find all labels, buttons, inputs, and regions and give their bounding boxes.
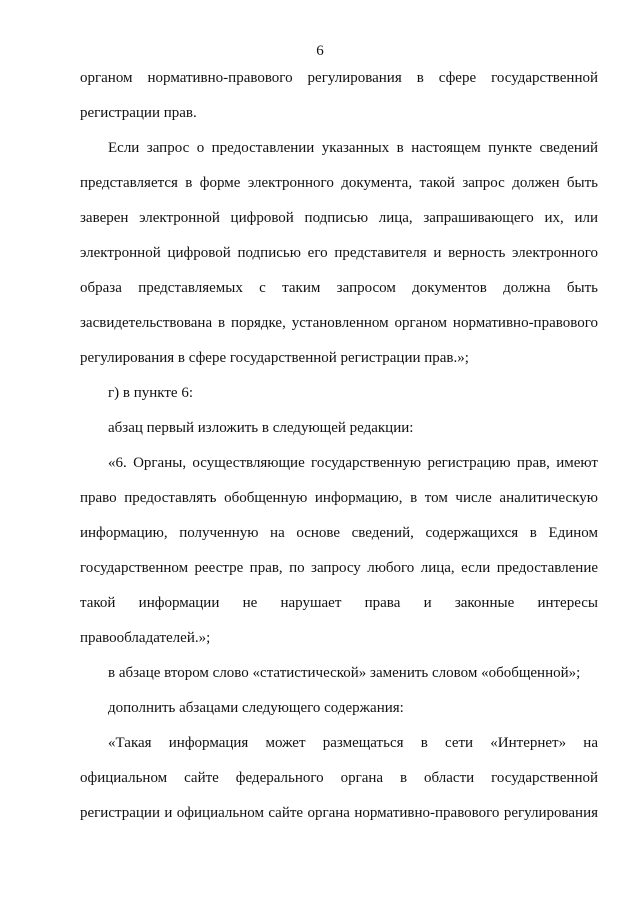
text-line-3: Если запрос о предоставлении указанных в настоящем пункте сведений [108, 140, 598, 156]
text-line-8: засвидетельствована в порядке, установленном органом нормативно-правового [80, 315, 598, 331]
text-line-11: абзац первый изложить в следующей редакции: [108, 420, 414, 436]
text-line-12: «6. Органы, осуществляющие государственную регистрацию прав, имеют [108, 455, 598, 471]
text-line-9: регулирования в сфере государственной регистрации прав.»; [80, 350, 469, 366]
text-line-7: образа представляемых с таким запросом документов должна быть [80, 280, 598, 296]
text-line-4: представляется в форме электронного документа, такой запрос должен быть [80, 175, 598, 191]
text-line-6: электронной цифровой подписью его представителя и верность электронного [80, 245, 598, 261]
text-line-10: г) в пункте 6: [108, 385, 194, 401]
page-number: 6 [316, 43, 324, 59]
text-line-15: государственном реестре прав, по запросу любого лица, если предоставление [80, 560, 598, 576]
text-line-22: регистрации и официальном сайте органа нормативно-правового регулирования [80, 805, 598, 821]
text-line-13: право предоставлять обобщенную информацию, в том числе аналитическую [80, 490, 598, 506]
text-line-20: «Такая информация может размещаться в сети «Интернет» на [108, 735, 598, 751]
text-line-16: такой информации не нарушает права и законные интересы [80, 595, 598, 611]
text-line-17: правообладателей.»; [80, 630, 211, 646]
text-line-5: заверен электронной цифровой подписью лица, запрашивающего их, или [80, 210, 598, 226]
text-line-1: органом нормативно-правового регулирования в сфере государственной [80, 70, 598, 86]
text-line-2: регистрации прав. [80, 105, 197, 121]
text-line-19: дополнить абзацами следующего содержания: [108, 700, 404, 716]
text-line-21: официальном сайте федерального органа в области государственной [80, 770, 598, 786]
text-line-14: информацию, полученную на основе сведений, содержащихся в Едином [80, 525, 598, 541]
text-line-18: в абзаце втором слово «статистической» заменить словом «обобщенной»; [108, 665, 581, 681]
